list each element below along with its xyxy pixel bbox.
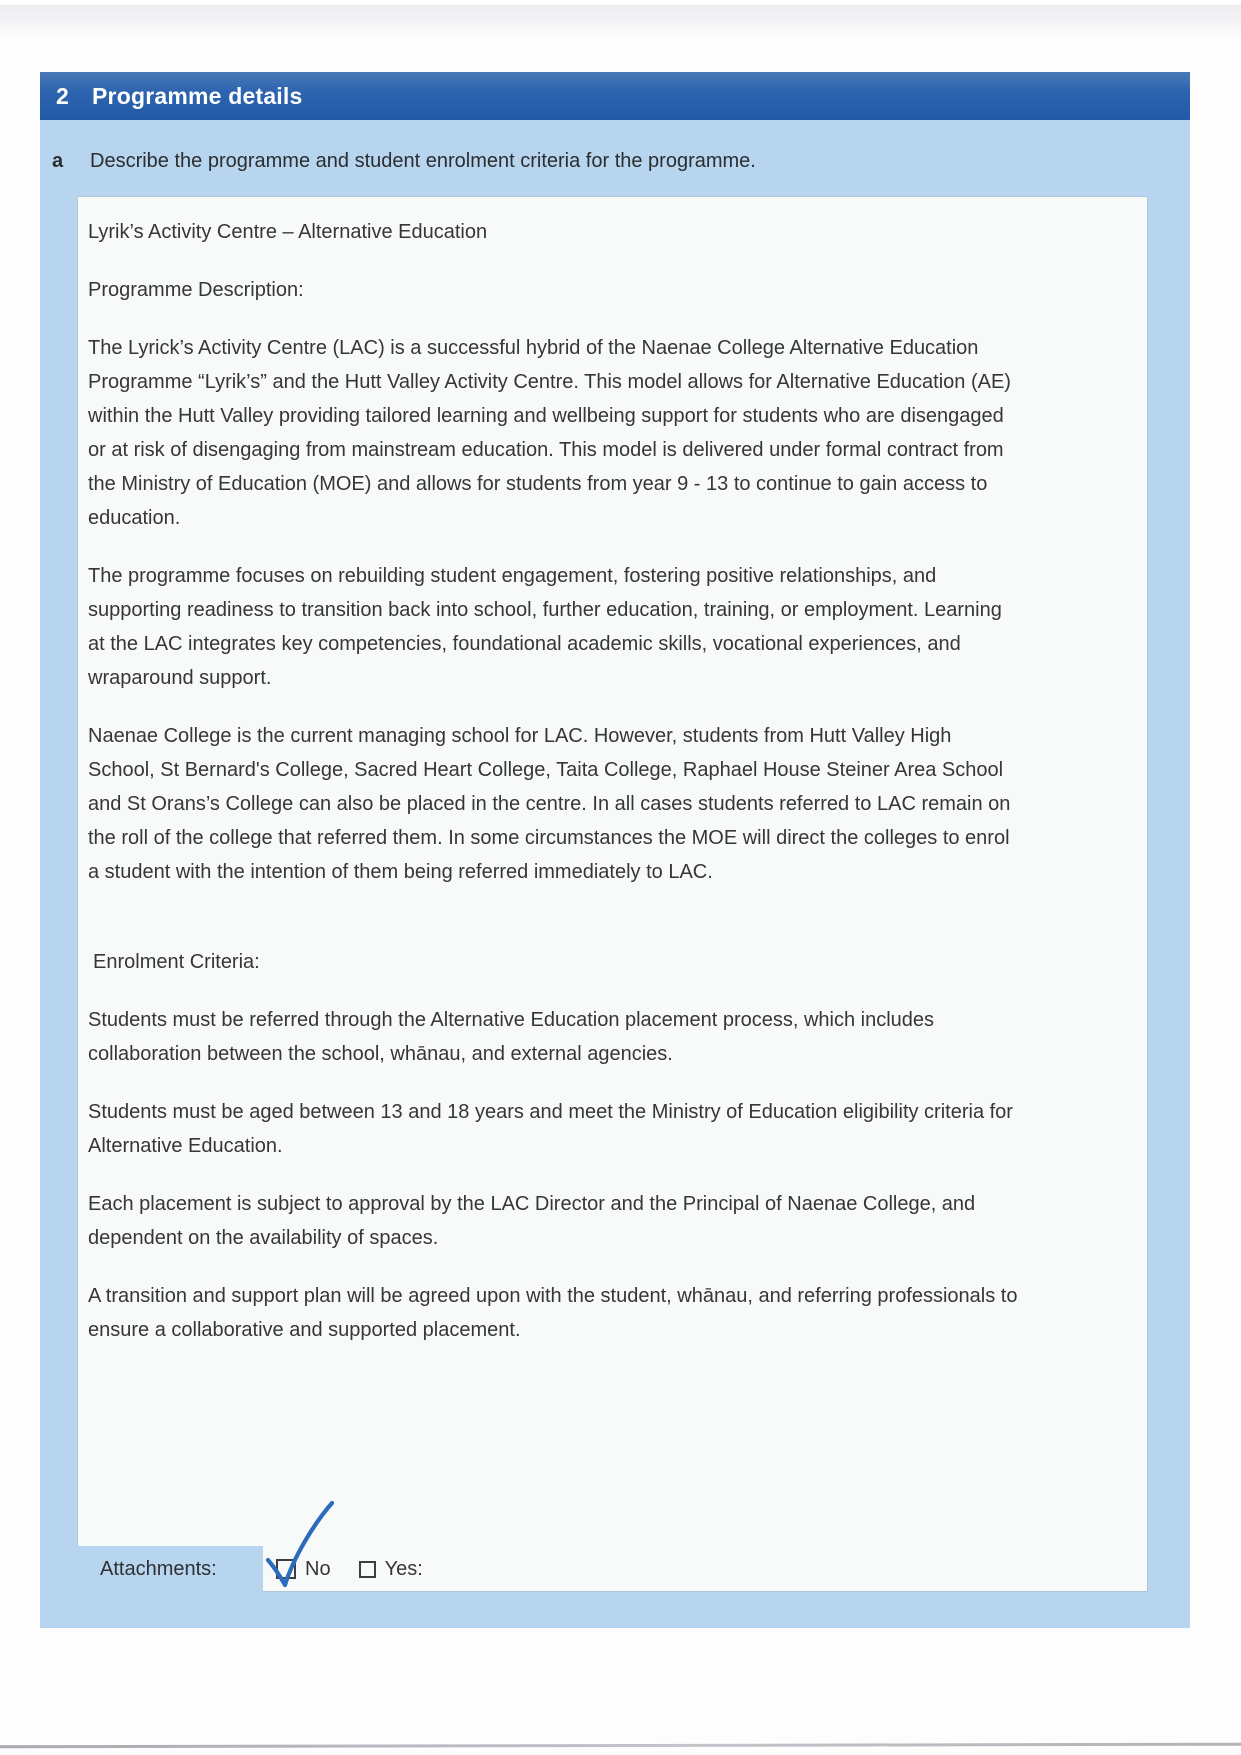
description-paragraph: The programme focuses on rebuilding student engagement, fostering positive relationships, and supporting readiness to transition back into school, further education, training, or employment. Learning at the LAC integrates key competencies, foundational academic skills, vocational experiences, and wraparound support.	[88, 565, 1002, 689]
question-row	[40, 150, 1190, 180]
question-text: Describe the programme and student enrolment criteria for the programme.	[90, 150, 756, 172]
question-item-label: a	[52, 150, 64, 172]
description-paragraph: Naenae College is the current managing school for LAC. However, students from Hutt Valley High School, St Bernard's College, Sacred Heart College, Taita College, Raphael House Steiner Area School and St Orans’s College can also be placed in the centre. In all cases students referred to LAC remain on the roll of the college that referred them. In some circumstances the MOE will direct the colleges to enrol a student with the intention of them being referred immediately to LAC.	[88, 725, 1011, 883]
section-body	[40, 120, 1190, 1628]
description-heading: Programme Description:	[88, 279, 304, 301]
scan-artifact-bottom-line	[0, 1743, 1241, 1749]
section-header	[40, 72, 1190, 120]
scan-artifact-top	[0, 5, 1241, 38]
criteria-paragraph: Students must be aged between 13 and 18 years and meet the Ministry of Education eligibility criteria for Alternative Education.	[88, 1101, 1013, 1157]
attachments-options-row	[276, 1550, 423, 1588]
attachments-yes-label: Yes:	[384, 1557, 423, 1580]
criteria-paragraph: Each placement is subject to approval by the LAC Director and the Principal of Naenae College, and dependent on the availability of spaces.	[88, 1193, 976, 1249]
answer-textarea[interactable]	[78, 197, 1147, 1591]
criteria-paragraph: Students must be referred through the Alternative Education placement process, which includes collaboration between the school, whānau, and external agencies.	[88, 1009, 935, 1065]
attachments-yes-checkbox[interactable]	[359, 1561, 376, 1578]
section-title: Programme details	[92, 82, 303, 109]
description-paragraph: The Lyrick’s Activity Centre (LAC) is a successful hybrid of the Naenae College Alternative Education Programme “Lyrik’s” and the Hutt Valley Activity Centre. This model allows for Alternative Education (AE) within the Hutt Valley providing tailored learning and wellbeing support for students who are disengaged or at risk of disengaging from mainstream education. This model is delivered under formal contract from the Ministry of Education (MOE) and allows for students from year 9 - 13 to continue to gain access to education.	[88, 337, 1011, 529]
attachments-no-checkbox[interactable]	[276, 1559, 296, 1579]
section-number: 2	[56, 82, 69, 109]
criteria-heading: Enrolment Criteria:	[93, 951, 260, 973]
answer-title: Lyrik’s Activity Centre – Alternative Education	[88, 221, 488, 243]
attachments-label: Attachments:	[100, 1557, 217, 1580]
criteria-paragraph: A transition and support plan will be agreed upon with the student, whānau, and referring professionals to ensure a collaborative and supported placement.	[88, 1285, 1018, 1341]
attachments-no-label: No	[305, 1557, 331, 1580]
attachments-label-cell	[40, 1546, 263, 1592]
